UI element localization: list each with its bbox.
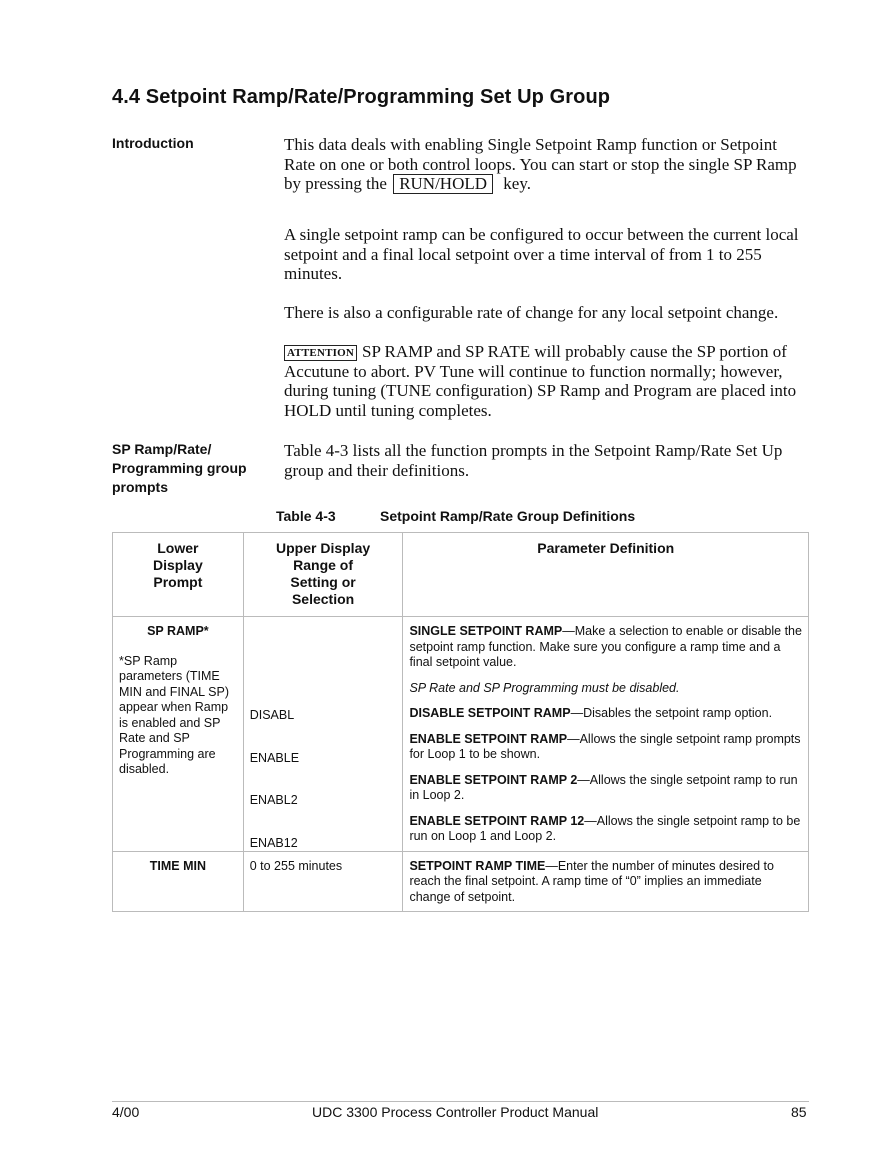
definition-text: —Allows the single setpoint ramp prompts for Loop 1 to be shown. bbox=[409, 731, 801, 761]
definition-single-setpoint-ramp bbox=[409, 624, 802, 671]
definition-text: —Disables the setpoint ramp option. bbox=[570, 706, 773, 720]
definition-text: —Make a selection to enable or disable the setpoint ramp function. Make sure you configure a ramp time and a final setpoint value. bbox=[409, 624, 802, 669]
intro-p1-text: This data deals with enabling Single Setpoint Ramp function or Setpoint Rate on one or both control loops. You can start or stop the single SP Ramp by pressing the bbox=[284, 135, 797, 193]
definition-term: ENABLE SETPOINT RAMP bbox=[409, 731, 568, 746]
definition-text: —Enter the number of minutes desired to reach the final setpoint. A ramp time of “0” implies an immediate change of setpoint. bbox=[409, 858, 774, 904]
definition-text: —Allows the single setpoint ramp to run in Loop 2. bbox=[409, 772, 798, 802]
definition-disable bbox=[409, 706, 802, 722]
intro-paragraph-4 bbox=[284, 342, 804, 420]
definition-text: —Allows the single setpoint ramp to be run on Loop 1 and Loop 2. bbox=[409, 813, 801, 843]
intro-paragraph-2: A single setpoint ramp can be configured to occur between the current local setpoint and a final local setpoint over a time interval of from 1 to 255 minutes. bbox=[284, 225, 799, 283]
table-header-row bbox=[113, 533, 809, 617]
prompt-note: *SP Ramp parameters (TIME MIN and FINAL SP) appear when Ramp is enabled and SP Rate and SP Programming are disabled. bbox=[119, 653, 229, 776]
range-value: ENAB12 bbox=[249, 836, 298, 850]
definition-enable-12 bbox=[409, 814, 802, 845]
range-value: ENABLE bbox=[249, 751, 300, 765]
prompts-section-text: Table 4-3 lists all the function prompts in the Setpoint Ramp/Rate Set Up group and their definitions. bbox=[284, 441, 783, 480]
definition-setpoint-ramp-time bbox=[409, 859, 802, 906]
header-parameter-definition: Parameter Definition bbox=[403, 533, 809, 617]
header-lower-display-prompt: Lower Display Prompt bbox=[113, 533, 244, 617]
prompt-name: TIME MIN bbox=[149, 858, 206, 873]
footer-date: 4/00 bbox=[112, 1104, 140, 1120]
prompt-name: SP RAMP* bbox=[147, 624, 209, 638]
table-row bbox=[113, 851, 809, 912]
table-caption-title: Setpoint Ramp/Rate Group Definitions bbox=[380, 508, 636, 524]
attention-text: SP RAMP and SP RATE will probably cause the SP portion of Accutune to abort. PV Tune will continue to function normally; however, during tuning (TUNE configuration) SP Ramp and Program are placed into HOLD until tuning completes. bbox=[284, 342, 797, 420]
prompt-cell-time-min bbox=[113, 851, 244, 912]
prompt-cell-sp-ramp bbox=[113, 617, 244, 852]
attention-badge: ATTENTION bbox=[284, 345, 357, 361]
definition-term: SETPOINT RAMP TIME bbox=[409, 858, 546, 873]
definition-enable bbox=[409, 732, 802, 763]
definitions-table bbox=[112, 532, 809, 912]
section-title: 4.4 Setpoint Ramp/Rate/Programming Set Up Group bbox=[112, 86, 611, 108]
definition-cell-sp-ramp bbox=[403, 617, 809, 852]
definition-term: ENABLE SETPOINT RAMP 12 bbox=[409, 813, 585, 828]
footer-page-number: 85 bbox=[791, 1104, 807, 1120]
range-value: ENABL2 bbox=[249, 793, 298, 807]
table-caption bbox=[276, 508, 635, 524]
intro-label: Introduction bbox=[112, 135, 194, 151]
header-upper-display-range: Upper Display Range of Setting or Selection bbox=[243, 533, 403, 617]
table-row bbox=[113, 617, 809, 852]
definition-enable-2 bbox=[409, 773, 802, 804]
range-cell-sp-ramp bbox=[243, 617, 403, 852]
range-value: DISABL bbox=[249, 708, 295, 722]
intro-p1-key-suffix: key. bbox=[503, 174, 531, 193]
footer-rule bbox=[112, 1101, 809, 1102]
intro-paragraph-3: There is also a configurable rate of change for any local setpoint change. bbox=[284, 303, 779, 322]
definition-term: ENABLE SETPOINT RAMP 2 bbox=[409, 772, 578, 787]
prompts-section-label: SP Ramp/Rate/ Programming group prompts bbox=[112, 441, 247, 495]
table-caption-label: Table 4-3 bbox=[276, 508, 336, 524]
intro-paragraph-1 bbox=[284, 135, 804, 194]
footer-manual-title: UDC 3300 Process Controller Product Manual bbox=[312, 1104, 599, 1120]
definition-term: DISABLE SETPOINT RAMP bbox=[409, 706, 571, 720]
definition-note: SP Rate and SP Programming must be disabled. bbox=[409, 680, 680, 695]
definition-cell-time-min bbox=[403, 851, 809, 912]
run-hold-key: RUN/HOLD bbox=[393, 174, 493, 194]
range-cell-time-min: 0 to 255 minutes bbox=[243, 851, 403, 912]
definition-term: SINGLE SETPOINT RAMP bbox=[409, 624, 563, 638]
